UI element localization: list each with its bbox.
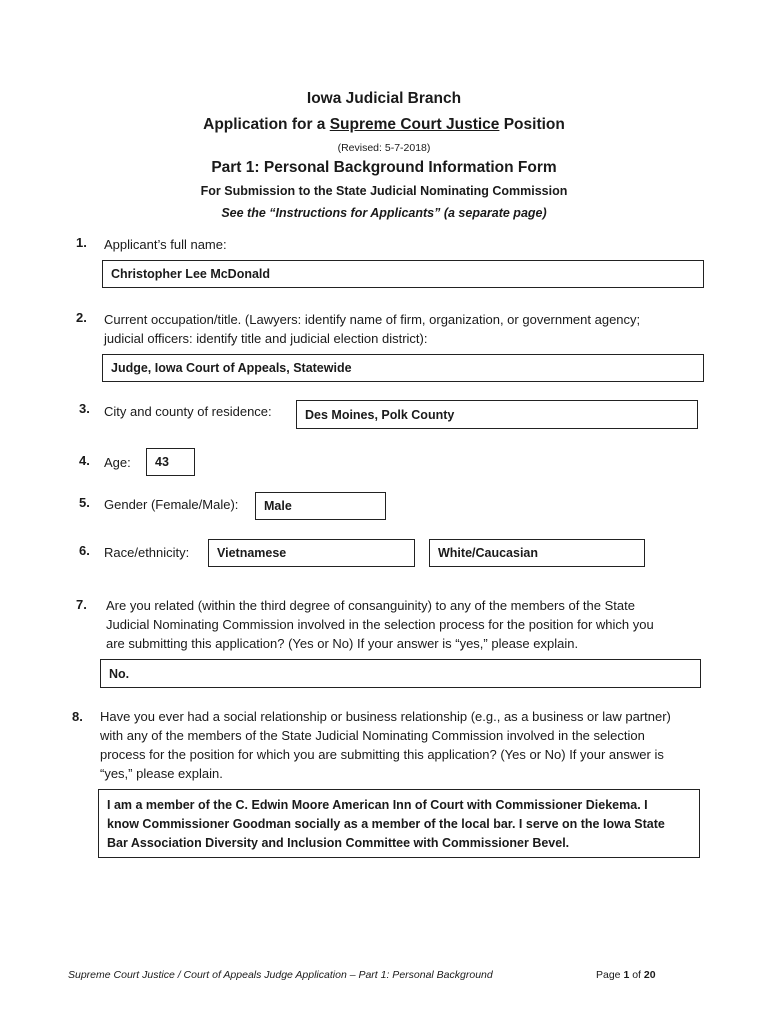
question-7-label-line-1: Are you related (within the third degree of consanguinity) to any of the members of the State [106,598,635,613]
part-title: Part 1: Personal Background Information Form [211,159,557,176]
page-prefix: Page [596,969,624,981]
page-of: of [629,969,644,981]
question-3-number: 3. [79,401,90,416]
relationship-answer-field[interactable] [98,789,700,858]
occupation-field[interactable]: Judge, Iowa Court of Appeals, Statewide [102,354,704,382]
relation-answer-field[interactable]: No. [100,659,701,688]
question-6-number: 6. [79,543,90,558]
question-2-label-line-2: judicial officers: identify title and judicial election district): [104,331,428,346]
form-title-suffix: Position [499,116,565,133]
question-8-label-line-4: “yes,” please explain. [100,766,223,781]
submission-line: For Submission to the State Judicial Nominating Commission [200,184,568,198]
relationship-answer-line-2: know Commissioner Goodman socially as a member of the local bar. I serve on the Iowa State [107,817,665,831]
revision-date: (Revised: 5-7-2018) [337,142,431,154]
instructions-line: See the “Instructions for Applicants” (a separate page) [221,206,547,220]
question-1-number: 1. [76,235,87,250]
question-6-label: Race/ethnicity: [104,545,190,560]
age-field[interactable]: 43 [146,448,195,476]
form-title [0,116,768,134]
question-8-label-line-2: with any of the members of the State Judicial Nominating Commission involved in the selection [100,728,645,743]
full-name-field[interactable]: Christopher Lee McDonald [102,260,704,288]
question-8-label-line-3: process for the position for which you are submitting this application? (Yes or No) If your answer is [100,747,664,762]
question-8-number: 8. [72,709,83,724]
question-7-label-line-3: are submitting this application? (Yes or No) If your answer is “yes,” please explain. [106,636,579,651]
question-5-number: 5. [79,495,90,510]
footer-text: Supreme Court Justice / Court of Appeals Judge Application – Part 1: Personal Background [68,969,493,981]
relationship-answer-line-3: Bar Association Diversity and Inclusion Committee with Commissioner Bevel. [107,836,570,850]
question-2-label-line-1: Current occupation/title. (Lawyers: identify name of firm, organization, or government agency; [104,312,641,327]
page-total: 20 [643,969,656,981]
question-8-label-line-1: Have you ever had a social relationship or business relationship (e.g., as a business or law partner) [100,709,671,724]
form-title-prefix: Application for a [203,116,330,133]
question-3-label: City and county of residence: [104,404,272,419]
page-current: 1 [623,969,630,981]
question-4-number: 4. [79,453,90,468]
question-4-label: Age: [104,455,131,470]
ethnicity-field-2[interactable]: White/Caucasian [429,539,645,567]
ethnicity-field-1[interactable]: Vietnamese [208,539,415,567]
form-agency-title: Iowa Judicial Branch [306,90,462,107]
question-2-number: 2. [76,310,87,325]
page-number [596,969,656,981]
question-7-number: 7. [76,597,87,612]
gender-field[interactable]: Male [255,492,386,520]
question-5-label: Gender (Female/Male): [104,497,239,512]
relationship-answer-line-1: I am a member of the C. Edwin Moore American Inn of Court with Commissioner Diekema. I [107,798,648,812]
residence-field[interactable]: Des Moines, Polk County [296,400,698,429]
position-name: Supreme Court Justice [329,116,500,133]
question-1-label: Applicant’s full name: [104,237,227,252]
question-7-label-line-2: Judicial Nominating Commission involved in the selection process for the position for which you [106,617,654,632]
